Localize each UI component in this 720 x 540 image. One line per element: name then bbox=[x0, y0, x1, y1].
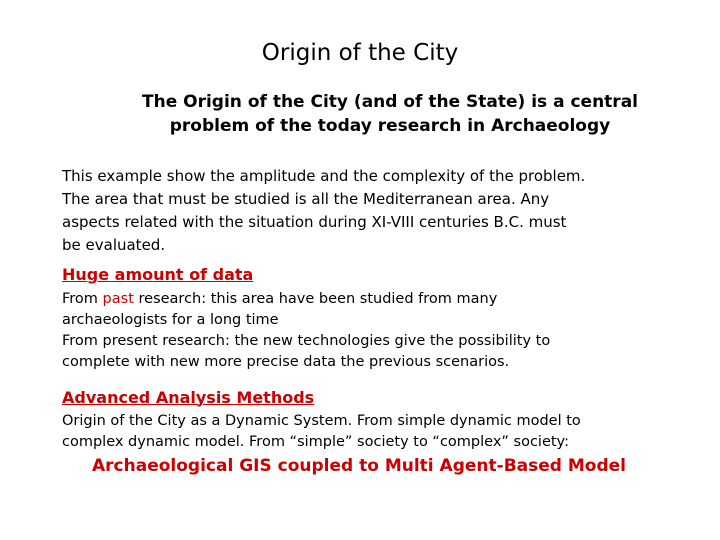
section-heading-data: Huge amount of data bbox=[62, 265, 254, 284]
slide-subtitle bbox=[110, 90, 670, 138]
section-heading-methods: Advanced Analysis Methods bbox=[62, 388, 315, 407]
subtitle-line-2: problem of the today research in Archaeology bbox=[169, 116, 611, 136]
conclusion-line: Archaeological GIS coupled to Multi Agent-Based Model bbox=[92, 456, 626, 476]
data-line-1-post: research: this area have been studied from many bbox=[133, 291, 498, 307]
data-line-2: archaeologists for a long time bbox=[62, 312, 279, 328]
intro-paragraph bbox=[62, 165, 692, 257]
intro-line-2: The area that must be studied is all the Mediterranean area. Any bbox=[62, 190, 550, 208]
data-line-1 bbox=[62, 289, 702, 310]
intro-line-1: This example show the amplitude and the complexity of the problem. bbox=[62, 167, 586, 185]
methods-line-1: Origin of the City as a Dynamic System. From simple dynamic model to bbox=[62, 413, 581, 429]
slide-title: Origin of the City bbox=[261, 40, 459, 66]
methods-line-2: complex dynamic model. From “simple” society to “complex” society: bbox=[62, 434, 569, 450]
section-body-methods bbox=[62, 411, 702, 453]
data-line-3: From present research: the new technologies give the possibility to bbox=[62, 333, 551, 349]
data-line-4: complete with new more precise data the previous scenarios. bbox=[62, 354, 510, 370]
section-body-data bbox=[62, 289, 702, 373]
subtitle-line-1: The Origin of the City (and of the State) is a central bbox=[142, 92, 638, 112]
highlight-past: past bbox=[102, 291, 134, 307]
intro-line-4: be evaluated. bbox=[62, 236, 166, 254]
data-line-1-pre: From bbox=[62, 291, 103, 307]
intro-line-3: aspects related with the situation during XI-VIII centuries B.C. must bbox=[62, 213, 567, 231]
